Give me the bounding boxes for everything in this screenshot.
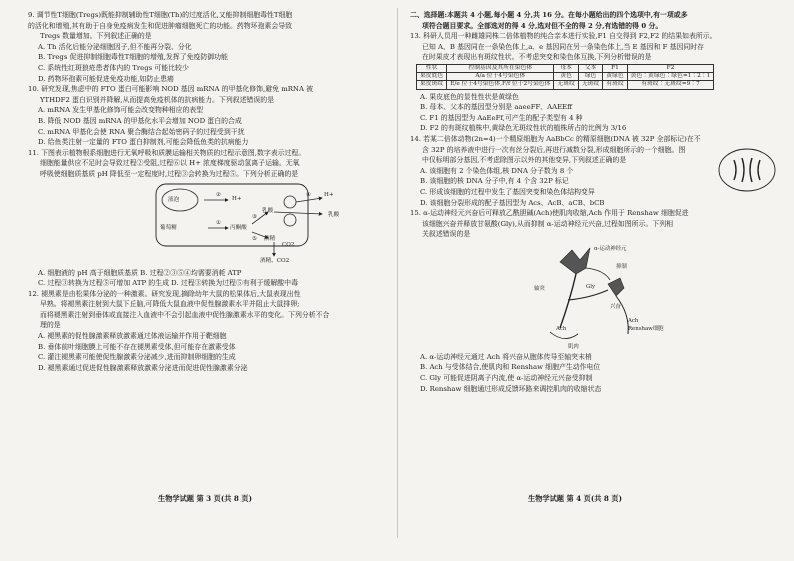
- q9-option-d: D. 药物环孢素可能促进免疫功能,如防止患癌: [38, 74, 174, 83]
- section-2-heading: [410, 10, 782, 31]
- label-step-5: ⑤: [252, 235, 258, 242]
- q15-figure-svg: [520, 240, 690, 352]
- label-step-2: ②: [216, 191, 222, 198]
- q10-option-c: C. mRNA 甲基化会使 RNA 聚合酶结合起始密码子的过程受到干扰: [38, 127, 245, 136]
- q15-line: 该细胞兴奋并释放甘氨酸(Gly),从而抑制 α-运动神经元兴奋,过程如图所示。下列相: [422, 219, 674, 228]
- label-lactate-out: 乳酸: [328, 211, 340, 218]
- q13-table: [416, 64, 714, 90]
- q13-line: 在时果皮才表现出有斑纹性状。不考虑突变和染色体互换,下列分析错误的是: [422, 53, 652, 62]
- question-14: [410, 134, 782, 208]
- q9-option-a: A. Th 活化后能分泌细胞因子,但不能再分裂、分化: [38, 42, 192, 51]
- q11-diagram-svg: [28, 182, 400, 266]
- q15-option-a: A. α-运动神经元通过 Ach 将兴奋从胞体传导至轴突末梢: [420, 352, 592, 361]
- label-pyruvate: 丙酮酸: [230, 224, 247, 231]
- q14-line: 14. 若某二倍体动物(2n=4)一个精原细胞为 AaBbCc 的精原细胞(DNA 被 32P 全部标记)在不: [410, 134, 701, 143]
- q12-option-d: D. 褪黑素通过促进促性腺激素释放激素分泌进而促进促性腺激素分泌: [38, 363, 248, 372]
- transporter-bottom: [284, 214, 296, 226]
- q15-line: 关叙述错误的是: [422, 230, 471, 239]
- table-header-cell: 母本: [554, 64, 578, 72]
- table-cell: 果皮斑纹: [417, 81, 447, 89]
- chromosome-shape: [742, 158, 744, 182]
- table-cell: E/e 位于4号染色体,F/f 位于2号染色体: [447, 81, 554, 89]
- question-13: [410, 31, 782, 134]
- label-inhibit: 抑制: [616, 263, 627, 270]
- column-divider: [397, 8, 398, 538]
- cell-membrane: [156, 184, 308, 246]
- q15-option-b: B. Ach 与受体结合,使肌肉和 Renshaw 细胞产生动作电位: [420, 363, 601, 372]
- q11-diagram: [28, 182, 400, 266]
- q14-option-b: B. 该细胞的核 DNA 分子中,有 4 个含 32P 标记: [420, 177, 569, 186]
- table-cell: 无斑纹: [578, 81, 602, 89]
- chromosome-shape: [758, 160, 760, 180]
- q11-line: 11. 下图表示植物根系细胞进行无氧呼吸和质膜运输相关物质的过程示意图,数字表示过程。: [28, 148, 306, 157]
- q13-option-d: D. F2 的有斑纹植株中,黄绿色无斑纹性状的植株所占的比例为 3/16: [420, 124, 627, 133]
- chromosome-shape: [734, 160, 736, 180]
- q14-line: 中仅标明部分基因,不考虑除图示以外的其他变异,下列叙述正确的是: [422, 156, 627, 165]
- label-h-in: H+: [232, 195, 242, 202]
- label-glucose: 葡萄糖: [160, 224, 177, 231]
- motor-neuron-body: [560, 248, 590, 274]
- q10-option-a: A. mRNA 发生甲基化修饰可能会改变物种相应的表型: [38, 106, 204, 115]
- q10-line: YTHDF2 蛋白识别并降解,从而提高免疫机体的抗病能力。下列叙述错误的是: [40, 95, 275, 104]
- q14-option-d: D. 该细胞分裂形成的配子基因型为 Acs、AcB、aCB、bCB: [420, 198, 605, 207]
- q14-cell-figure: [716, 146, 778, 194]
- q9-line: 的活化和增殖,其有助于自身免疫病发生和促进肿瘤细胞死亡的功能。药物环孢素会导致: [28, 21, 293, 30]
- q14-option-c: C. 形成该细胞的过程中发生了基因突变和染色体结构变异: [420, 187, 595, 196]
- renshaw-cell-shape: [608, 278, 624, 296]
- label-step-3: ③: [252, 213, 258, 220]
- q15-option-d: D. Renshaw 细胞通过形成反馈环路来调控肌肉的收缩状态: [420, 384, 602, 393]
- q11-line: 呼吸使细胞质基质 pH 降低至一定程度时,过程③会转换为过程⑤。下列分析正确的是: [40, 169, 299, 178]
- q15-option-c: C. Gly 可能促进阴离子内流,使 α-运动神经元兴奋受抑制: [420, 374, 593, 383]
- cell-outline: [719, 149, 775, 191]
- q9-line: Tregs 数量增加。下列叙述正确的是: [40, 32, 152, 41]
- table-cell: 果皮底色: [417, 73, 447, 81]
- q9-line: 9. 调节性T细胞(Tregs)既能抑制辅助性T细胞(Th)的过度活化,又能抑制细胞毒性T细胞: [28, 11, 293, 19]
- label-step-1: ①: [216, 219, 222, 226]
- transporter-top: [284, 196, 296, 208]
- table-header-cell: 控制基因及其所在染色体: [447, 64, 554, 72]
- table-header-cell: 父本: [578, 64, 602, 72]
- table-header-cell: F2: [627, 64, 714, 72]
- label-step-4: ④: [306, 191, 312, 198]
- q13-line: 已知 A、B 基因同在一条染色体上,a、e 基因同在另一条染色体上,当 E 基因和 F 基因同时存: [422, 42, 705, 51]
- table-cell: 有斑纹: [603, 81, 627, 89]
- table-header-cell: 性状: [417, 64, 447, 72]
- q9-option-c: C. 系统性红斑狼疮患者体内的 Tregs 可能比较少: [38, 63, 189, 72]
- question-15: [410, 208, 782, 394]
- label-renshaw: Renshaw细胞: [628, 325, 664, 332]
- q11-option-ab: A. 细胞液的 pH 高于细胞质基质 B. 过程②③⑤④均需要消耗 ATP: [38, 268, 242, 277]
- footer-page-3: 生物学试题 第 3 页(共 8 页): [158, 494, 253, 503]
- table-cell: A/a 位于4号染色体: [447, 73, 554, 81]
- q13-line: 13. 科研人员用一种雌雄同株二倍体植物的纯合亲本进行实验,F1 自交得到 F2,F2 的结果如表所示。: [410, 32, 717, 41]
- table-cell: 有斑纹∶无斑纹=9∶7: [627, 81, 714, 89]
- q12-option-a: A. 褪黑素的促性腺激素释放激素通过体液运输并作用于靶细胞: [38, 332, 227, 341]
- table-row: [417, 81, 714, 89]
- label-h-out: H+: [324, 191, 334, 198]
- question-11: [28, 148, 400, 289]
- q12-line: 12. 褪黑素是由松果体分泌的一种激素。研究发现,摘除幼年大鼠的松果体后,大鼠表现出性: [28, 289, 301, 298]
- q12-option-c: C. 灌注褪黑素可能使促性腺激素分泌减少,进而抑制卵细胞的生成: [38, 353, 236, 362]
- table-cell: 黄绿色: [603, 73, 627, 81]
- q10-line: 10. 研究发现,焦虑中的 FTO 蛋白可能影响 NOD 基因 mRNA 的甲基化修饰,避免 mRNA 被: [28, 85, 313, 94]
- table-row: [417, 73, 714, 81]
- label-ach-1: Ach: [556, 325, 567, 332]
- q12-line: 早熟。将褪黑素注射到大鼠下丘脑,可降低大鼠血液中促性腺激素水平并阻止大鼠排卵;: [40, 300, 300, 309]
- question-12: [28, 289, 400, 374]
- arrow-lactate-out: [274, 212, 322, 214]
- q13-option-a: A. 果皮底色的显性性状是黄绿色: [420, 92, 519, 101]
- q11-line: 细胞能量供应不足时会导致过程②受阻,过程⑥以 H+ 浓度梯度驱动氢离子运输。无氧: [40, 159, 300, 168]
- label-excite: 兴奋: [610, 303, 621, 310]
- label-co2: CO2: [282, 241, 295, 248]
- q13-option-c: C. F1 的基因型为 AaEeFf,可产生的配子类型有 4 种: [420, 113, 583, 122]
- q12-line: 而将褪黑素注射到垂体或直接注入血液中不会引起血液中促性腺激素水平的变化。下列分析不合: [40, 310, 330, 319]
- section2-line: 二、选择题:本题共 4 小题,每小题 4 分,共 16 分。在每小题给出的四个选项中,有一项或多: [410, 11, 688, 19]
- table-cell: 无斑纹: [554, 81, 578, 89]
- footer-page-4: 生物学试题 第 4 页(共 8 页): [528, 494, 623, 503]
- label-ethanol: 酒精: [264, 235, 276, 242]
- axon-line: [560, 274, 576, 328]
- table-header-row: [417, 64, 714, 72]
- section2-line: 项符合题目要求。全部选对的得 4 分,选对但不全的得 2 分,有选错的得 0 分。: [422, 21, 663, 30]
- question-9: [28, 10, 400, 84]
- label-gly: Gly: [586, 283, 596, 290]
- label-vacuole: 液泡: [168, 196, 180, 203]
- q12-option-b: B. 垂体前叶细胞膜上可能不存在褪黑素受体,但可能存在激素受体: [38, 342, 236, 351]
- q10-option-b: B. 降低 NOD 基因 mRNA 的甲基化水平会增加 NOD 蛋白的合成: [38, 116, 242, 125]
- q11-option-cd: C. 过程③转换为过程⑤可增加 ATP 的生成 D. 过程③转换为过程⑤有利于缓解酸中毒: [38, 279, 298, 288]
- table-cell: 黄色∶黄绿色∶绿色=1∶2∶1: [627, 73, 714, 81]
- label-lactate-in: 乳酸: [262, 207, 274, 214]
- label-ach-2: Ach: [628, 317, 639, 324]
- table-cell: 黄色: [554, 73, 578, 81]
- label-motor-neuron: α-运动神经元: [594, 245, 627, 252]
- label-muscle: 肌肉: [568, 343, 579, 350]
- table-header-cell: F1: [603, 64, 627, 72]
- label-axon: 轴突: [534, 285, 545, 292]
- q14-option-a: A. 该细胞有 2 个染色体组,核 DNA 分子数为 8 个: [420, 166, 574, 175]
- q9-option-b: B. Tregs 促进抑制细胞毒性T细胞的增殖,发挥了免疫防御功能: [38, 53, 228, 62]
- left-column: [28, 10, 400, 373]
- q15-figure: [410, 240, 782, 352]
- table-cell: 绿色: [578, 73, 602, 81]
- right-column: [410, 10, 782, 394]
- question-10: [28, 84, 400, 148]
- label-bottom-products: 酒精、CO2: [260, 257, 290, 264]
- q10-option-d: D. 给鱼类注射一定量的 FTO 蛋白抑制剂,可能会降低鱼类的抗病能力: [38, 138, 249, 147]
- q13-option-b: B. 母本、父本的基因型分别是 aaeeFF、AAEEff: [420, 103, 573, 112]
- chromosome-shape: [750, 158, 752, 182]
- q12-line: 理的是: [40, 321, 61, 330]
- inhibit-path: [586, 268, 610, 280]
- q15-line: 15. α-运动神经元兴奋后可释放乙酰胆碱(Ach)使肌肉收缩,Ach 作用于 Renshaw 细胞促进: [410, 209, 689, 218]
- q14-line: 含 32P 的培养液中进行一次有丝分裂后,再进行减数分裂,形成细胞所示的一个细胞。图: [422, 145, 686, 154]
- arrow-h-out: [296, 198, 322, 202]
